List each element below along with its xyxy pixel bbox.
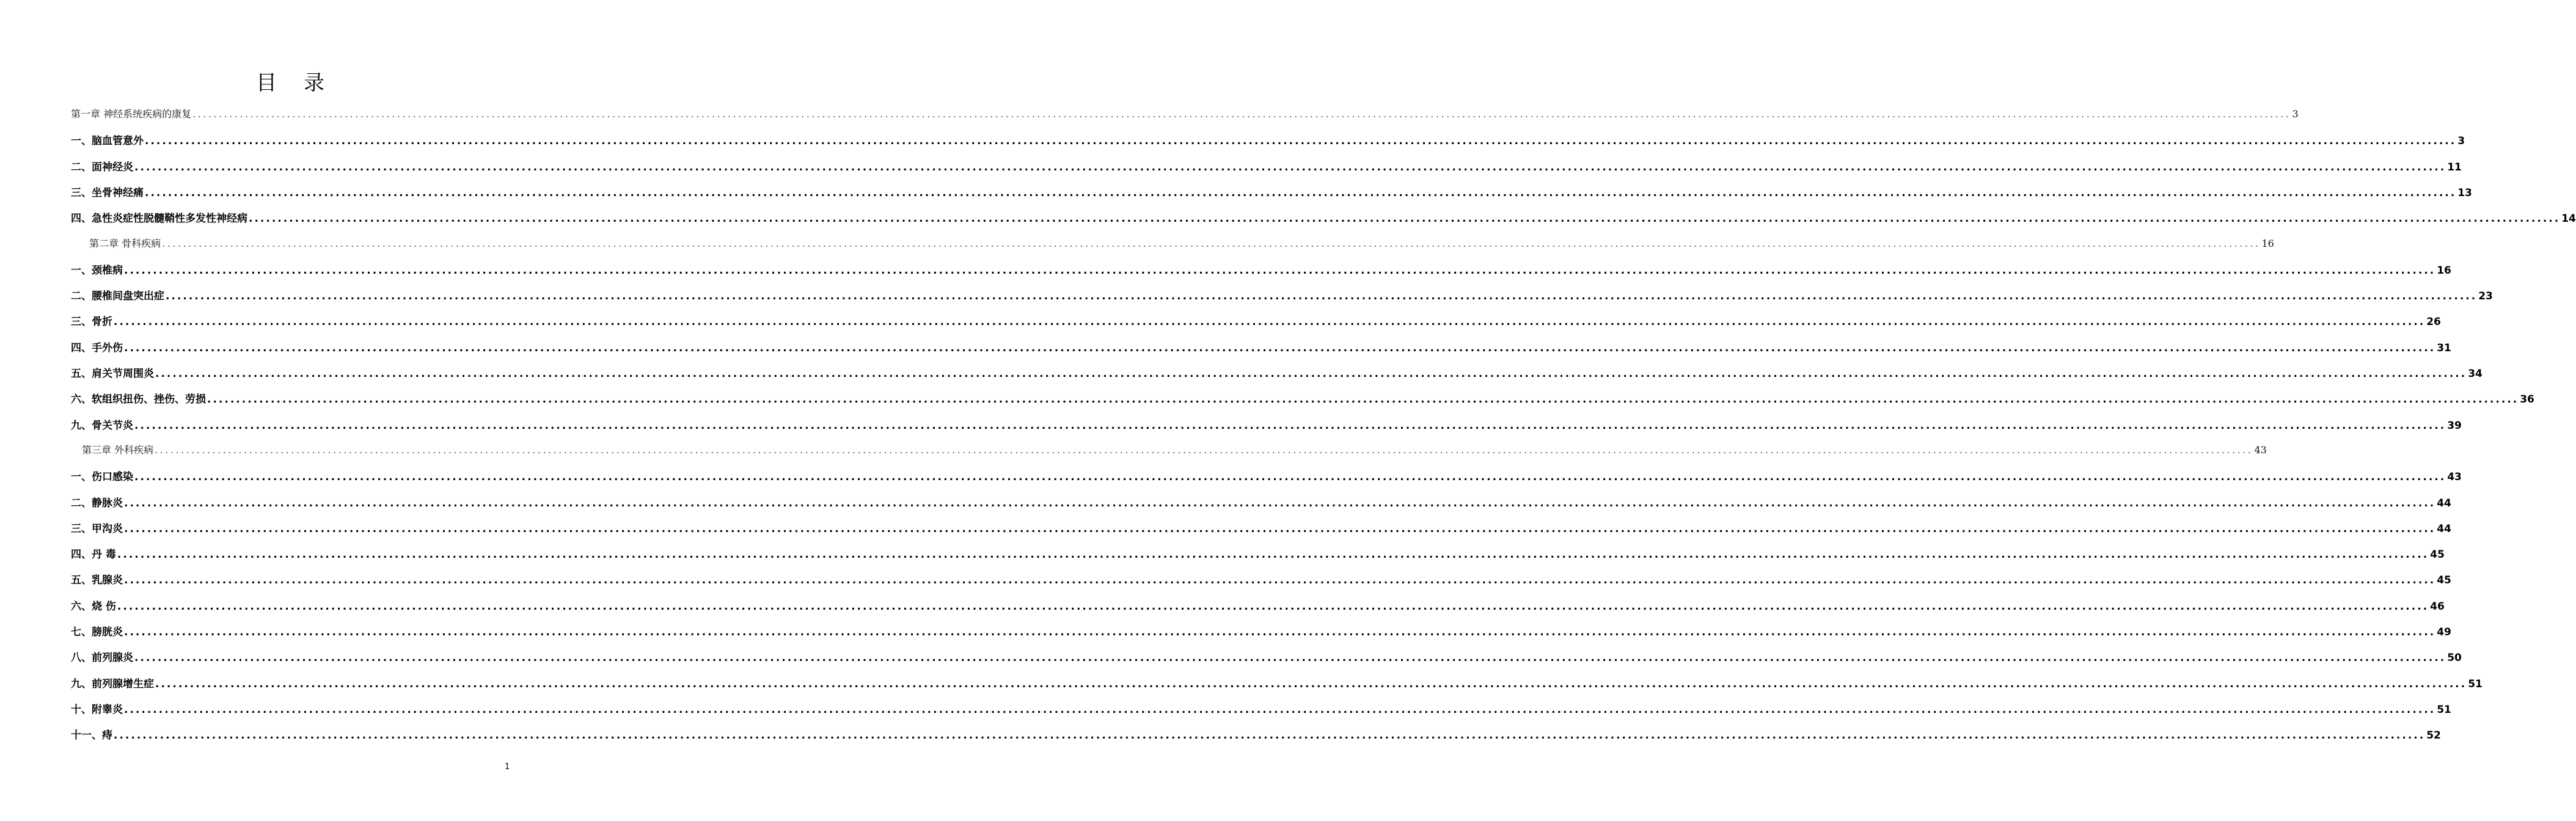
toc-entry-label: 二、面神经炎 [71,161,133,173]
toc-leader-dots: ................................................................................................................................................................................................................................................................................................................................................................................................................ [117,549,2429,561]
toc-entry-label: 五、乳腺炎 [71,574,123,587]
toc-leader-dots: ................................................................................................................................................................................................................................................................................................................................................................................................................ [155,368,2467,380]
toc-section-entry[interactable] [71,623,2451,638]
toc-entry-label: 六、软组织扭伤、挫伤、劳损 [71,393,206,406]
toc-leader-dots: ................................................................................................................................................................................................................................................................................................................................................................................................................ [117,600,2429,613]
toc-entry-label: 十一、痔 [71,729,112,742]
toc-section-entry[interactable] [71,649,2462,665]
toc-section-entry[interactable] [71,158,2462,173]
toc-leader-dots: ................................................................................................................................................................................................................................................................................................................................................................................................................ [166,290,2478,303]
toc-section-entry[interactable] [71,701,2451,716]
toc-section-entry[interactable] [71,597,2445,613]
toc-entry-page: 26 [2426,316,2441,329]
toc-entry-page: 52 [2426,729,2441,742]
toc-entry-page: 16 [2437,264,2451,277]
toc-leader-dots: ................................................................................................................................................................................................................................................................................................................................................................................................................ [155,677,2467,690]
toc-leader-dots: ................................................................................................................................................................................................................................................................................................................................................................................................................ [134,419,2446,432]
toc-leader-dots: ................................................................................................................................................................................................................................................................................................................................................................................................................ [124,626,2436,638]
toc-entry-page: 45 [2437,574,2451,587]
toc-entry-page: 44 [2437,522,2451,535]
toc-entry-page: 31 [2437,341,2451,354]
toc-leader-dots: ................................................................................................................................................................................................................................................................................................................................................................................................................ [134,471,2446,484]
toc-leader-dots: ................................................................................................................................................................................................................................................................................................................................................................................................................ [124,497,2436,509]
toc-entry-page: 14 [2561,213,2576,225]
toc-entry-label: 一、脑血管意外 [71,135,144,148]
toc-entry-label: 五、肩关节周围炎 [71,368,154,380]
page-number: 1 [505,762,510,772]
toc-entry-label: 二、腰椎间盘突出症 [71,290,164,303]
toc-section-entry[interactable] [71,339,2451,354]
toc-entry-label: 十、附睾炎 [71,703,123,716]
toc-entry-label: 第二章 骨科疾病 [89,237,161,249]
toc-leader-dots: ................................................................................................................................................................................................................................................................................................................................................................................................................ [124,522,2436,535]
toc-section-entry[interactable] [71,261,2451,277]
toc-entry-page: 51 [2437,703,2451,716]
toc-section-entry[interactable] [71,726,2441,742]
toc-section-entry[interactable] [71,546,2445,561]
toc-leader-dots: ................................................................................................................................................................................................................................................................................................................................................................................................................ [249,213,2561,225]
toc-leader-dots: ................................................................................................................................................................................................................................................................................................................................................................................................................ [124,574,2436,587]
toc-leader-dots: ................................................................................................................................................................................................................................................................................................................................................................................................................ [124,703,2436,716]
toc-entry-label: 八、前列腺炎 [71,652,133,665]
toc-leader-dots: ................................................................................................................................................................................................................................................................................................................................................................................................................ [145,186,2457,199]
toc-entry-page: 51 [2468,677,2483,690]
toc-entry-label: 九、骨关节炎 [71,419,133,432]
toc-entry-label: 一、伤口感染 [71,471,133,484]
toc-leader-dots: ................................................................................................................................................................................................................................................................................................................................................................................................................ [155,443,2253,456]
toc-entry-page: 46 [2430,600,2445,613]
toc-entry-page: 45 [2430,549,2445,561]
toc-entry-page: 43 [2447,471,2462,484]
toc-section-entry[interactable] [71,210,2576,225]
toc-entry-page: 39 [2447,419,2462,432]
toc-entry-page: 16 [2261,237,2274,249]
toc-leader-dots: ................................................................................................................................................................................................................................................................................................................................................................................................................ [134,652,2446,665]
toc-entry-label: 九、前列腺增生症 [71,677,154,690]
toc-entry-label: 四、手外伤 [71,341,123,354]
toc-section-entry[interactable] [71,417,2462,432]
toc-entry-label: 一、颈椎病 [71,264,123,277]
toc-entry-label: 七、膀胱炎 [71,626,123,638]
toc-entry-page: 13 [2457,186,2472,199]
toc-entry-page: 50 [2447,652,2462,665]
toc-entry-label: 第一章 神经系统疾病的康复 [71,108,192,120]
toc-leader-dots: ................................................................................................................................................................................................................................................................................................................................................................................................................ [114,316,2426,329]
toc-section-entry[interactable] [71,468,2462,484]
toc-section-entry[interactable] [71,675,2483,690]
toc-section-entry[interactable] [71,184,2472,199]
toc-entry-label: 第三章 外科疾病 [82,443,154,456]
toc-entry-label: 三、甲沟炎 [71,522,123,535]
toc-entry-page: 43 [2254,443,2267,456]
toc-section-entry[interactable] [71,287,2493,303]
toc-leader-dots: ................................................................................................................................................................................................................................................................................................................................................................................................................ [124,264,2436,277]
toc-entry-page: 36 [2520,393,2534,406]
toc-entry-page: 3 [2292,108,2299,120]
toc-leader-dots: ................................................................................................................................................................................................................................................................................................................................................................................................................ [114,729,2426,742]
toc-entry-label: 二、静脉炎 [71,497,123,509]
toc-chapter-entry[interactable] [71,106,2299,120]
toc-entry-label: 四、丹 毒 [71,549,116,561]
toc-leader-dots: ................................................................................................................................................................................................................................................................................................................................................................................................................ [134,161,2446,173]
toc-entry-page: 23 [2478,290,2493,303]
toc-entry-page: 44 [2437,497,2451,509]
toc-section-entry[interactable] [71,494,2451,509]
toc-entry-page: 11 [2447,161,2462,173]
toc-leader-dots: ................................................................................................................................................................................................................................................................................................................................................................................................................ [162,237,2261,249]
toc-entry-page: 34 [2468,368,2483,380]
toc-entry-page: 3 [2457,135,2465,148]
toc-chapter-entry[interactable] [82,442,2267,456]
toc-section-entry[interactable] [71,571,2451,587]
toc-entry-label: 六、烧 伤 [71,600,116,613]
toc-section-entry[interactable] [71,520,2451,535]
toc-section-entry[interactable] [71,365,2483,380]
toc-section-entry[interactable] [71,313,2441,329]
toc-entry-label: 三、骨折 [71,316,112,329]
toc-entry-label: 四、急性炎症性脱髓鞘性多发性神经病 [71,213,247,225]
toc-leader-dots: ................................................................................................................................................................................................................................................................................................................................................................................................................ [192,108,2291,120]
toc-leader-dots: ................................................................................................................................................................................................................................................................................................................................................................................................................ [145,135,2457,148]
toc-section-entry[interactable] [71,390,2534,406]
toc-chapter-entry[interactable] [89,236,2274,250]
toc-entry-page: 49 [2437,626,2451,638]
toc-leader-dots: ................................................................................................................................................................................................................................................................................................................................................................................................................ [124,341,2436,354]
toc-leader-dots: ................................................................................................................................................................................................................................................................................................................................................................................................................ [207,393,2519,406]
toc-title: 目录 [256,71,351,95]
toc-entry-label: 三、坐骨神经痛 [71,186,144,199]
toc-section-entry[interactable] [71,132,2465,148]
